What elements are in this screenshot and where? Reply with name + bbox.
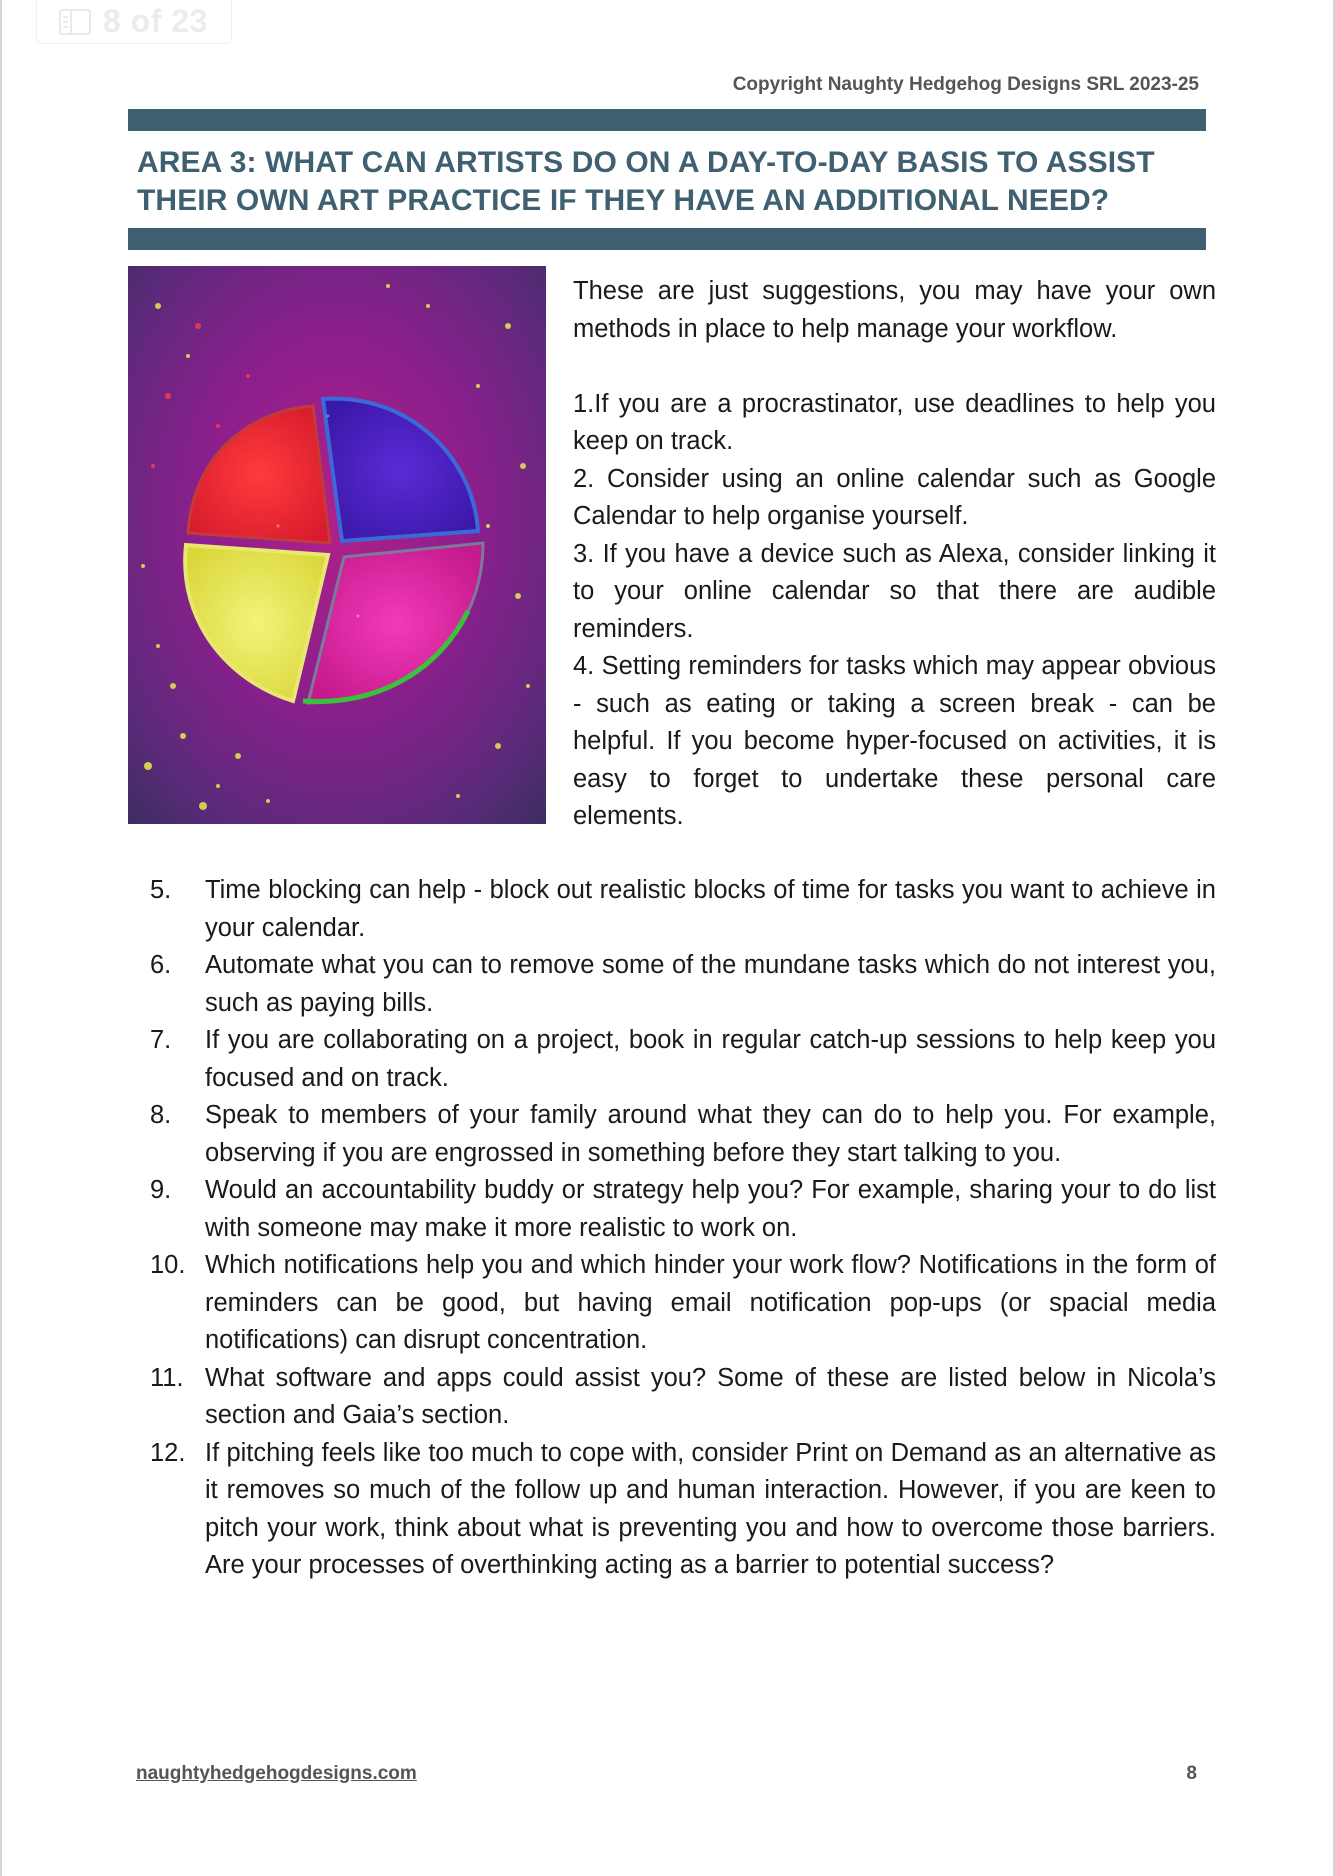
copyright-notice: Copyright Naughty Hedgehog Designs SRL 2023-25 bbox=[732, 74, 1199, 95]
list-item-number: 10. bbox=[150, 1251, 186, 1279]
colored-powder-photo bbox=[128, 266, 546, 824]
list-item bbox=[150, 1360, 1216, 1435]
list-item-number: 5. bbox=[150, 876, 172, 904]
list-item bbox=[150, 1247, 1216, 1360]
intro-item-1: 1.If you are a procrastinator, use deadlines to help you keep on track. bbox=[573, 389, 1216, 455]
list-item-number: 6. bbox=[150, 951, 172, 979]
title-bar-bottom bbox=[128, 228, 1206, 250]
list-item bbox=[150, 1022, 1216, 1097]
list-item bbox=[150, 1435, 1216, 1585]
page-edge-left bbox=[0, 0, 2, 1876]
list-item-text: If pitching feels like too much to cope with, consider Print on Demand as an alternative as it removes so much of the follow up and human interaction. However, if you are keen to pitch your work, think about what is preventing you and how to overcome those barriers. Are your processes of overthinking acting as a barrier to potential success? bbox=[205, 1438, 1216, 1579]
page-indicator-text: 8 of 23 bbox=[103, 3, 208, 39]
page-indicator[interactable] bbox=[36, 0, 232, 44]
list-item-number: 12. bbox=[150, 1438, 186, 1467]
list-item-text: Speak to members of your family around what they can do to help you. For example, observing if you are engrossed in something before they start talking to you. bbox=[205, 1101, 1216, 1167]
intro-item-2: 2. Consider using an online calendar such as Google Calendar to help organise yourself. bbox=[573, 464, 1216, 530]
list-item bbox=[150, 872, 1216, 947]
list-item bbox=[150, 1097, 1216, 1172]
list-item-number: 8. bbox=[150, 1101, 172, 1129]
numbered-list bbox=[150, 872, 1216, 1585]
footer-website-link[interactable]: naughtyhedgehogdesigns.com bbox=[136, 1763, 417, 1784]
intro-text bbox=[573, 273, 1216, 836]
title-bar-top bbox=[128, 109, 1206, 131]
intro-item-4: 4. Setting reminders for tasks which may appear obvious - such as eating or taking a screen break - can be helpful. If you become hyper-focused on activities, it is easy to forget to undertake these personal care elements. bbox=[573, 652, 1216, 830]
list-item-text: Which notifications help you and which hinder your work flow? Notifications in the form of reminders can be good, but having email notification pop-ups (or spacial media notifications) can disrupt concentration. bbox=[205, 1251, 1216, 1354]
intro-item-3: 3. If you have a device such as Alexa, consider linking it to your online calendar so that there are audible reminders. bbox=[573, 539, 1216, 643]
page-number: 8 bbox=[1186, 1763, 1197, 1784]
list-item-text: Automate what you can to remove some of the mundane tasks which do not interest you, such as paying bills. bbox=[205, 951, 1216, 1017]
section-title-line-2: THEIR OWN ART PRACTICE IF THEY HAVE AN ADDITIONAL NEED? bbox=[137, 184, 1110, 217]
list-item-number: 11. bbox=[150, 1363, 184, 1392]
list-item-text: If you are collaborating on a project, book in regular catch-up sessions to help keep you focused and on track. bbox=[205, 1026, 1216, 1092]
list-item-text: Would an accountability buddy or strategy help you? For example, sharing your to do list with someone may make it more realistic to work on. bbox=[205, 1176, 1216, 1242]
intro-paragraph: These are just suggestions, you may have your own methods in place to help manage your workflow. bbox=[573, 277, 1216, 343]
section-title bbox=[137, 144, 1217, 220]
list-item bbox=[150, 1172, 1216, 1247]
section-title-line-1: AREA 3: WHAT CAN ARTISTS DO ON A DAY-TO-DAY BASIS TO ASSIST bbox=[137, 146, 1155, 179]
list-item-number: 7. bbox=[150, 1026, 172, 1054]
list-item-number: 9. bbox=[150, 1176, 172, 1204]
list-item-text: Time blocking can help - block out realistic blocks of time for tasks you want to achieve in your calendar. bbox=[205, 876, 1216, 942]
sidebar-thumbnails-icon[interactable] bbox=[59, 9, 91, 35]
list-item-text: What software and apps could assist you? Some of these are listed below in Nicola’s section and Gaia’s section. bbox=[205, 1363, 1216, 1429]
list-item bbox=[150, 947, 1216, 1022]
